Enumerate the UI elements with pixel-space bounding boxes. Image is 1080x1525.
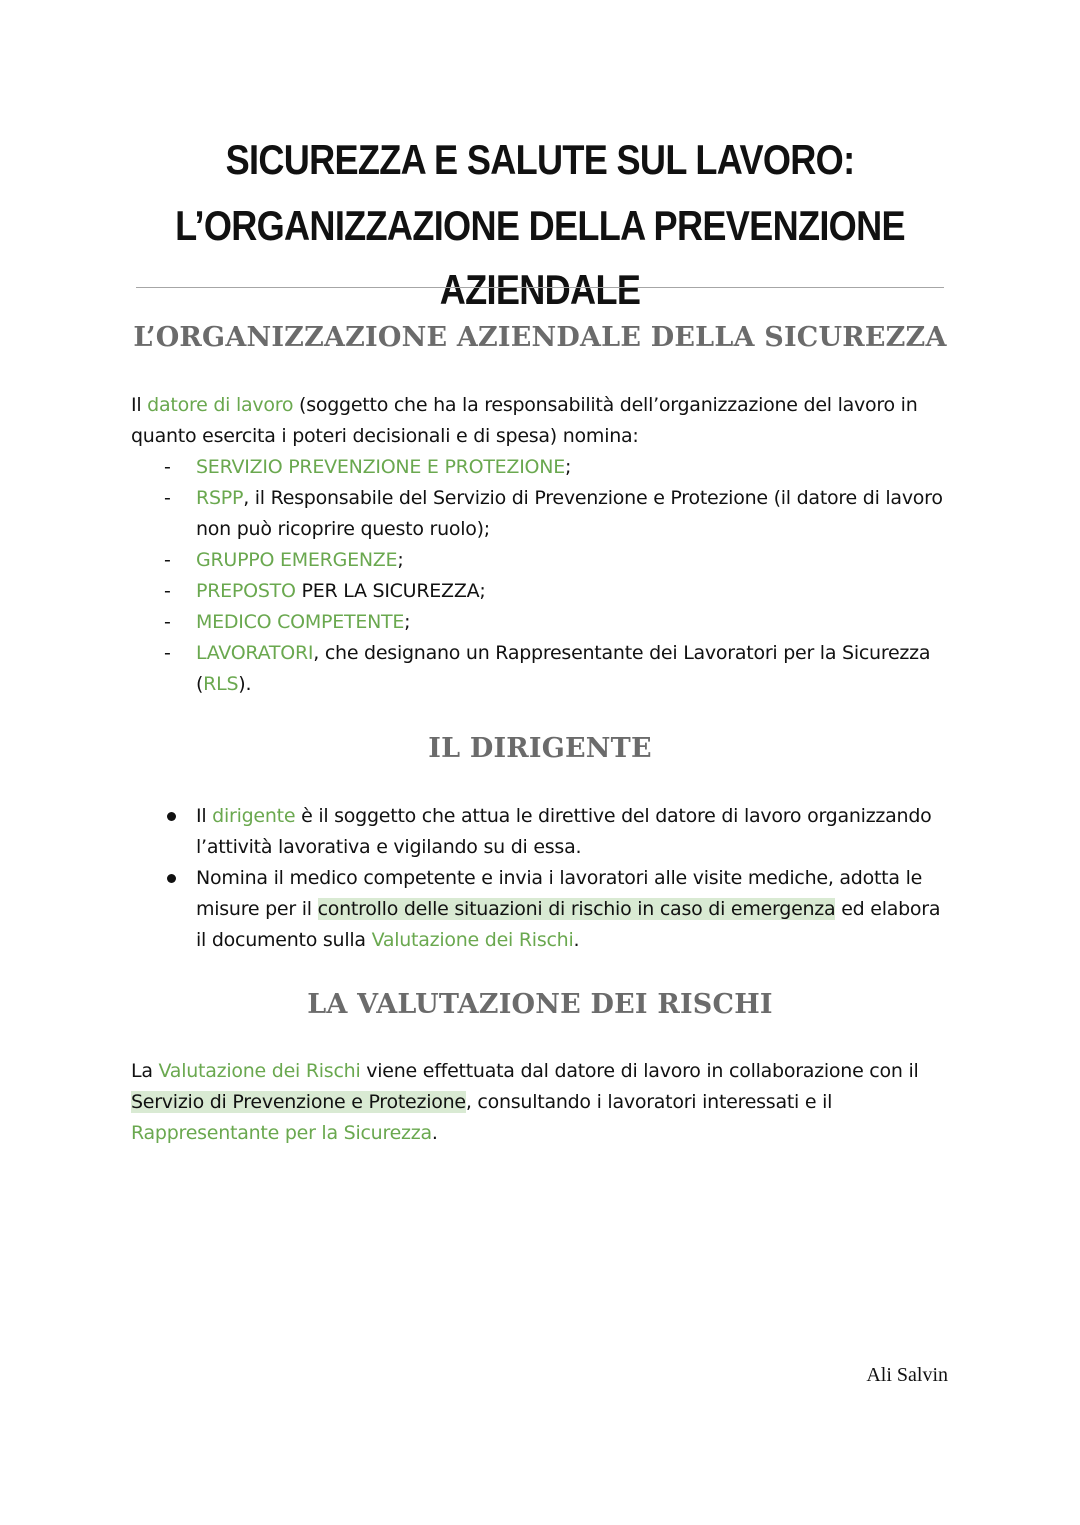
- item-rest: , il Responsabile del Servizio di Prevenzione e Protezione (il datore di lavoro non può ricoprire questo ruolo);: [196, 487, 943, 540]
- list-item: [131, 863, 951, 956]
- valutazione-paragraph: [131, 1056, 951, 1149]
- dash-marker: -: [164, 580, 171, 602]
- bullet-dot: [167, 874, 176, 883]
- nomine-list: [131, 452, 951, 700]
- dash-marker: -: [164, 456, 171, 478]
- dash-marker: -: [164, 642, 171, 664]
- intro-paragraph: [131, 390, 951, 452]
- item-green: SERVIZIO PREVENZIONE E PROTEZIONE: [196, 456, 565, 478]
- intro-pre: Il: [131, 394, 148, 416]
- item-end: ).: [238, 673, 252, 695]
- section-heading-dirigente: IL DIRIGENTE: [428, 733, 652, 764]
- list-item: [131, 483, 951, 545]
- item-green: MEDICO COMPETENTE: [196, 611, 405, 633]
- b1-post: è il soggetto che attua le direttive del datore di lavoro organizzando l’attività lavorativa e vigilando su di essa.: [196, 805, 932, 858]
- title-line-2: L’ORGANIZZAZIONE DELLA PREVENZIONE AZIENDALE: [175, 202, 905, 313]
- item-mid: , che designano un Rappresentante dei Lavoratori per la Sicurezza (: [196, 642, 931, 695]
- list-item: [131, 576, 951, 607]
- horizontal-divider: [136, 287, 944, 288]
- b2-highlight: controllo delle situazioni di rischio in caso di emergenza: [317, 898, 836, 920]
- b2-valutazione: Valutazione dei Rischi: [371, 929, 574, 951]
- dirigente-list: [131, 801, 951, 956]
- title-line-1: SICUREZZA E SALUTE SUL LAVORO:: [225, 136, 855, 183]
- p3-highlight: Servizio di Prevenzione e Protezione: [131, 1091, 466, 1113]
- intro-post: (soggetto che ha la responsabilità dell’organizzazione del lavoro in quanto esercita i poteri decisionali e di spesa) nomina:: [131, 394, 918, 447]
- item-green: PREPOSTO: [196, 580, 296, 602]
- dash-marker: -: [164, 611, 171, 633]
- dash-marker: -: [164, 549, 171, 571]
- list-item: [131, 801, 951, 863]
- p3-pre: La: [131, 1060, 159, 1082]
- section-heading-valutazione: LA VALUTAZIONE DEI RISCHI: [307, 989, 773, 1020]
- p3-mid1: viene effettuata dal datore di lavoro in collaborazione con il: [360, 1060, 919, 1082]
- item-rest: PER LA SICUREZZA;: [295, 580, 486, 602]
- bullet-dot: [167, 812, 176, 821]
- item-green: GRUPPO EMERGENZE: [196, 549, 398, 571]
- section-heading-organizzazione: L’ORGANIZZAZIONE AZIENDALE DELLA SICUREZZA: [133, 322, 947, 353]
- item-green: RSPP: [196, 487, 244, 509]
- p3-valutazione: Valutazione dei Rischi: [158, 1060, 361, 1082]
- item-rest: ;: [397, 549, 404, 571]
- list-item: [131, 545, 951, 576]
- b2-pre: Nomina il medico competente e invia i lavoratori alle visite mediche, adotta le misure per il: [196, 867, 923, 920]
- item-rls: RLS: [203, 673, 239, 695]
- list-item: [131, 452, 951, 483]
- b1-pre: Il: [196, 805, 213, 827]
- b2-end: .: [573, 929, 580, 951]
- item-rest: ;: [404, 611, 411, 633]
- b2-mid: ed elabora il documento sulla: [196, 898, 941, 951]
- dash-marker: -: [164, 487, 171, 509]
- item-lavoratori: LAVORATORI: [196, 642, 314, 664]
- p3-mid2: , consultando i lavoratori interessati e il: [465, 1091, 833, 1113]
- item-rest: ;: [564, 456, 572, 478]
- list-item: [131, 607, 951, 638]
- p3-rappresentante: Rappresentante per la Sicurezza: [131, 1122, 432, 1144]
- author-signature: Ali Salvin: [866, 1364, 948, 1386]
- b1-dirigente: dirigente: [212, 805, 296, 827]
- list-item: [131, 638, 951, 700]
- intro-datore-di-lavoro: datore di lavoro: [147, 394, 294, 416]
- p3-end: .: [431, 1122, 438, 1144]
